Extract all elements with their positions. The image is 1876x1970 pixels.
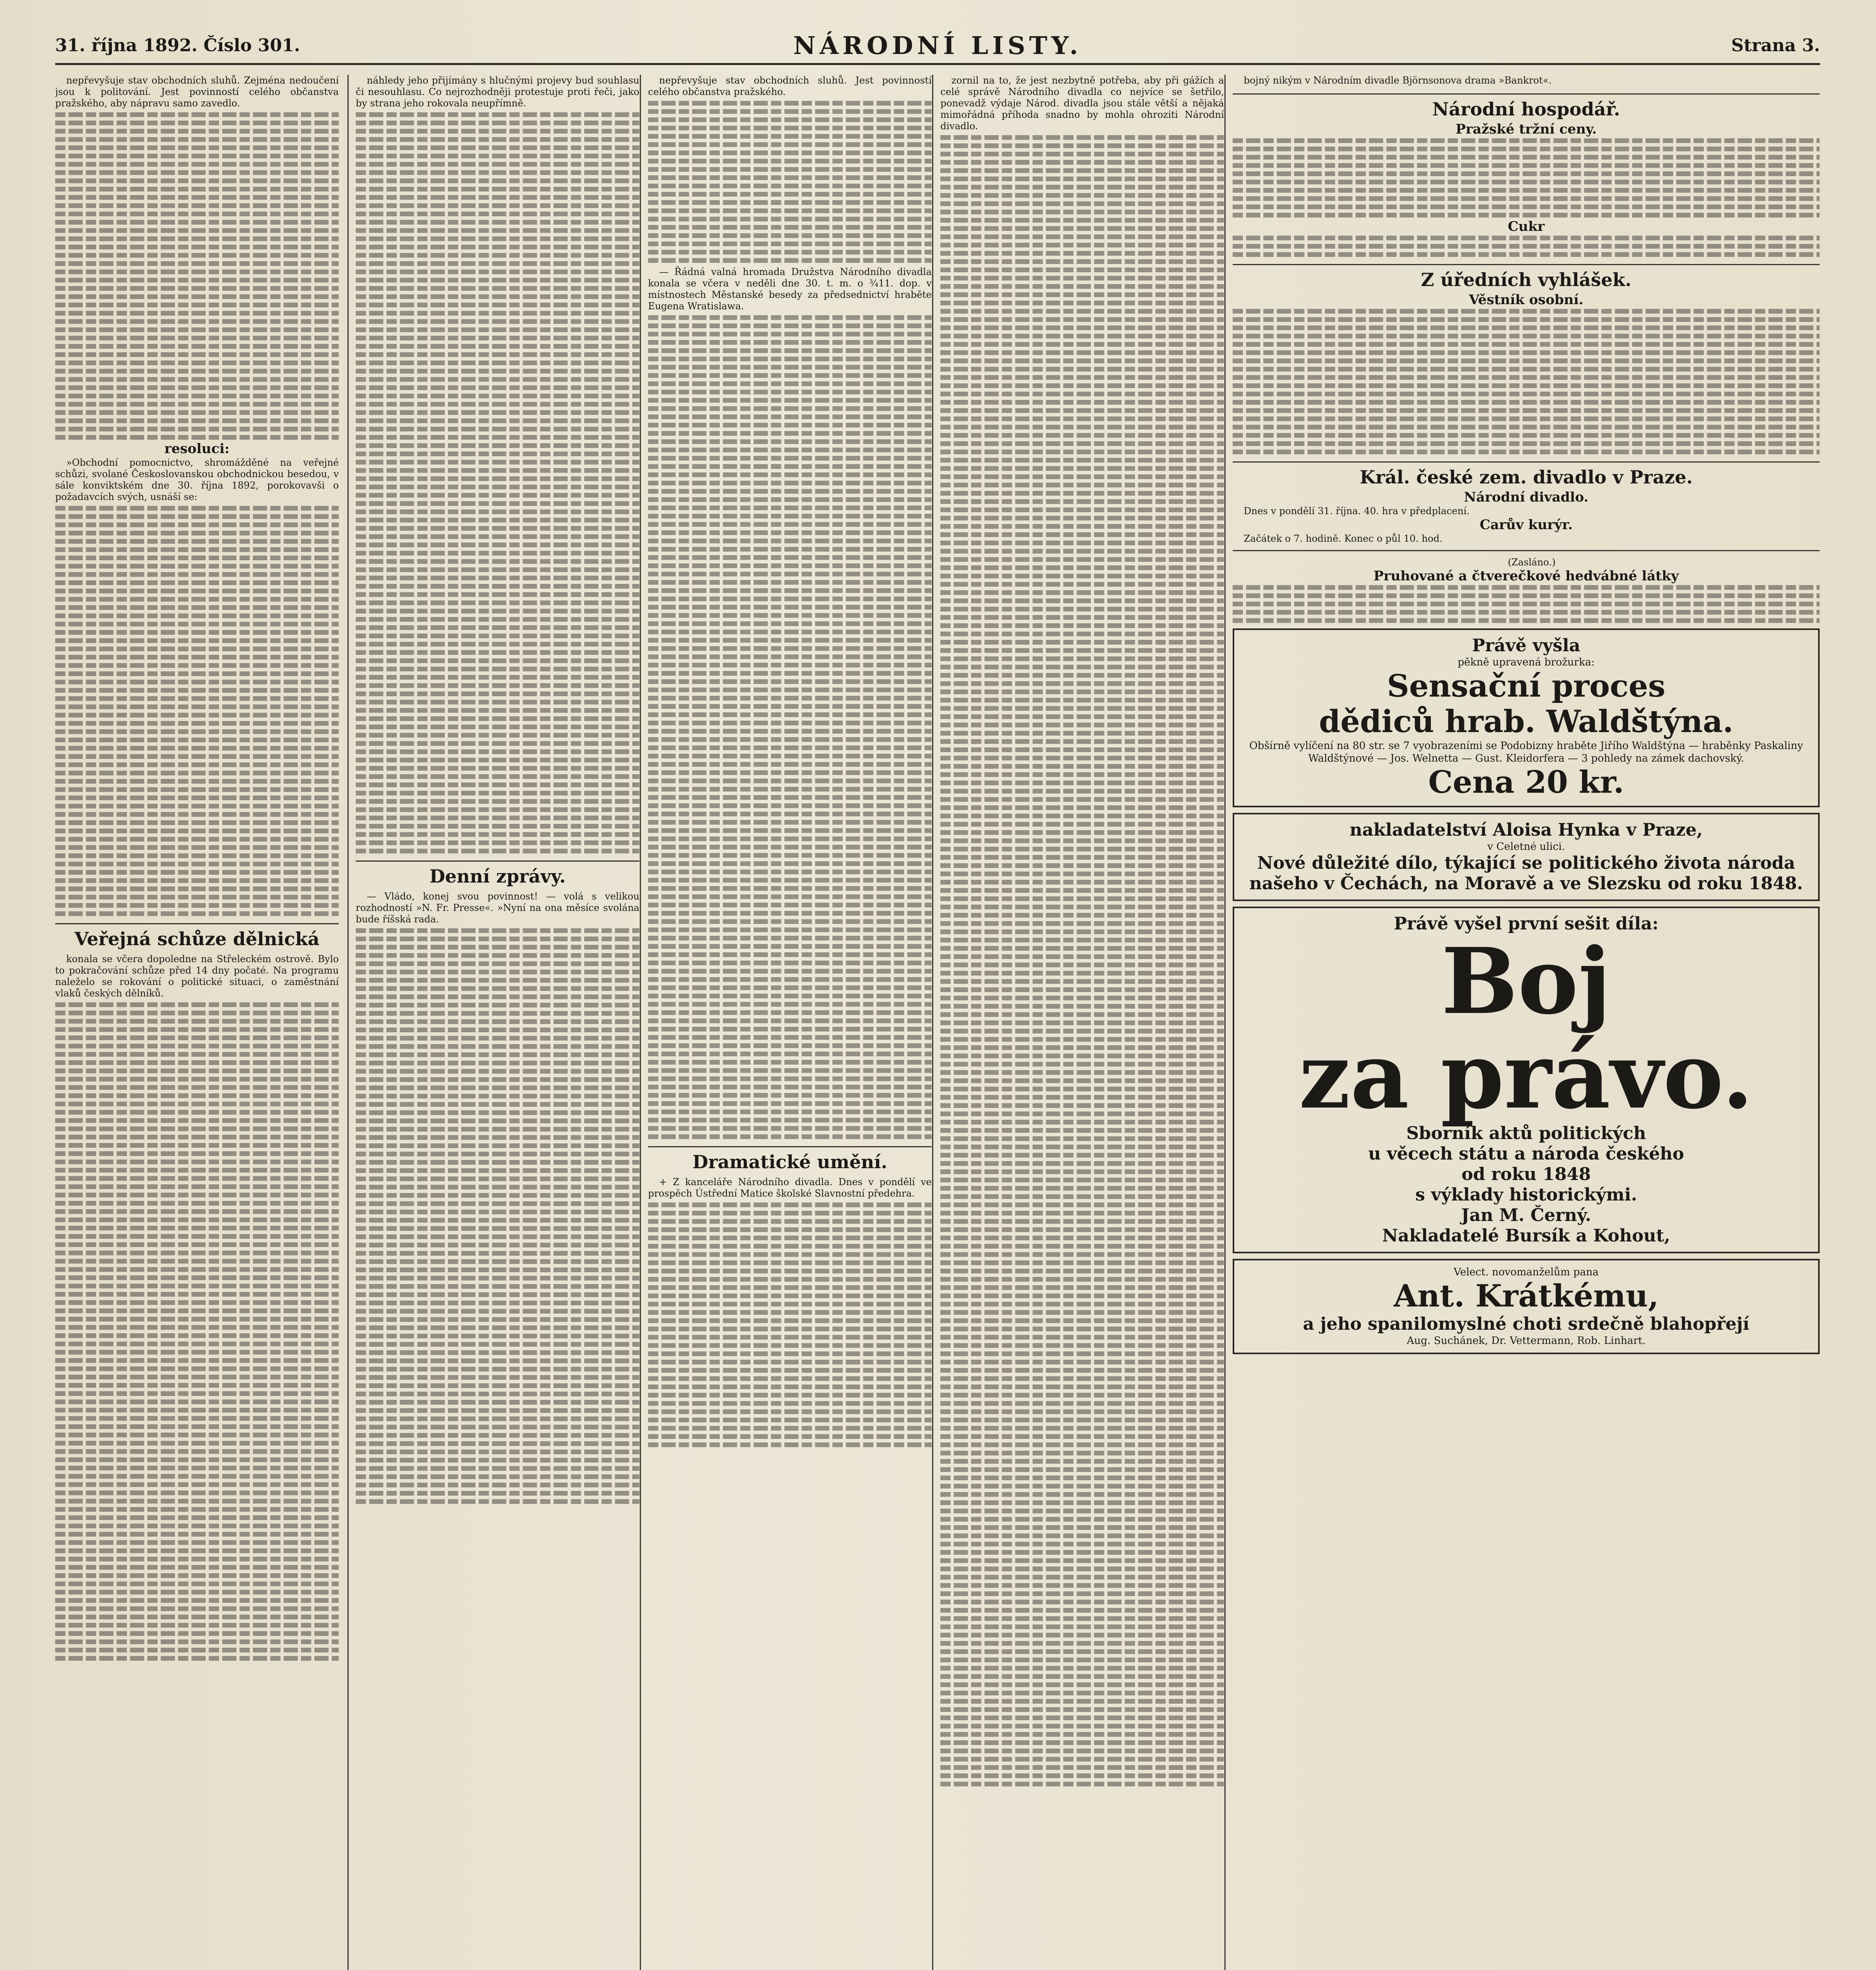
book-ad-publisher: Nakladatelé Bursík a Kohout, xyxy=(1382,1226,1670,1246)
book-ad-title-2: za právo. xyxy=(1299,1023,1753,1129)
national-theatre-meeting-text: — Řádná valná hromada Družstva Národního divadla konala se včera v neděli dne 30. t. m. o ¾11. dop. v místnostech Městanské besedy za předsednictví hraběte Eugena Wratislawa. xyxy=(648,266,932,312)
official-notices-block xyxy=(1233,309,1820,454)
theatre-title: Král. české zem. divadlo v Praze. xyxy=(1233,461,1820,488)
col3-intro: nepřevyšuje stav obchodních sluhů. Jest povinností celého občanstva pražského. xyxy=(648,75,932,97)
brochure-ad-text: Obšírně vylíčení na 80 str. se 7 vyobrazeními se Podobizny hraběte Jiřího Waldštýna — hraběnky Paskaliny Waldštýnové — Jos. Welnetta — Gust. Kleidorfera — 3 pohledy na zámek dachovský. xyxy=(1249,740,1803,764)
play-title: Carův kurýr. xyxy=(1480,517,1573,533)
brochure-ad xyxy=(1233,628,1820,807)
col4-text-block xyxy=(940,135,1224,1786)
official-notices-title: Z úředních vyhlášek. xyxy=(1233,264,1820,290)
book-ad xyxy=(1233,907,1820,1253)
ad-label: (Zasláno.) xyxy=(1508,557,1556,568)
col1-text-block-3 xyxy=(55,1002,339,1661)
sugar-block xyxy=(1233,236,1820,257)
sugar-title: Cukr xyxy=(1508,219,1545,234)
column-2 xyxy=(347,75,639,1970)
silk-ad-title: Pruhované a čtverečkové hedvábné látky xyxy=(1373,568,1679,584)
congratulation-signatures: Aug. Suchánek, Dr. Vettermann, Rob. Linhart. xyxy=(1406,1335,1646,1347)
book-ad-sub-2: u věcech státu a národa českého xyxy=(1368,1144,1684,1164)
issue-date: 31. října 1892. Číslo 301. xyxy=(55,35,300,56)
col5-top-note: bojný nikým v Národním divadle Björnsonova drama »Bankrot«. xyxy=(1244,75,1552,86)
personal-gazette-title: Věstník osobní. xyxy=(1469,292,1584,308)
publisher-ad-text: Nové důležité dílo, týkající se politického života národa našeho v Čechách, na Moravě a ve Slezsku od roku 1848. xyxy=(1249,853,1803,894)
col1-intro: nepřevyšuje stav obchodních sluhů. Zejména nedoučení jsou k politování. Jest povinností celého občanstva pražského, aby nápravu samo zavedlo. xyxy=(55,75,339,109)
col3-text-block-2 xyxy=(648,315,932,1139)
book-ad-header: Právě vyšel první sešit díla: xyxy=(1394,914,1659,934)
col4-intro: zornil na to, že jest nezbytně potřeba, aby při gážích a celé správě Národního divadla co nejvíce se šetřilo, ponevadž výdaje Národ. divadla jsou stále větší a nějaká mimořádná příhoda snadno by mohla ohroziti Národní divadlo. xyxy=(940,75,1224,132)
congratulation-ad xyxy=(1233,1259,1820,1354)
page-number: Strana 3. xyxy=(1731,35,1820,56)
brochure-ad-title: Sensační proces xyxy=(1387,668,1666,704)
congratulation-name: Ant. Krátkému, xyxy=(1393,1278,1659,1314)
book-ad-title-1: Boj xyxy=(1441,928,1611,1035)
publisher-ad-sub: v Celetné ulici. xyxy=(1487,841,1565,853)
col1-text-block-2 xyxy=(55,506,339,916)
dramatic-art-text: + Z kanceláře Národního divadla. Dnes v pondělí ve prospěch Ústřední Matice školské Slavnostní předehra. xyxy=(648,1176,932,1199)
masthead-title: NÁRODNÍ LISTY. xyxy=(793,31,1082,60)
section-title-daily-news: Denní zprávy. xyxy=(356,860,639,887)
resolution-text: »Obchodní pomocnictvo, shromážděné na veřejné schůzi, svolané Českoslovanskou obchodnickou besedou, v sále konviktském dne 30. října 1892, porokovavši o požadavcích svých, usnáší se: xyxy=(55,457,339,502)
book-ad-sub: Sborník aktů politických xyxy=(1406,1123,1646,1143)
col3-text-block xyxy=(648,101,932,263)
brochure-ad-price: Cena 20 kr. xyxy=(1428,764,1624,800)
section-title-dramatic-art: Dramatické umění. xyxy=(648,1146,932,1173)
col2-text-block xyxy=(356,112,639,853)
page-header xyxy=(55,28,1820,65)
column-3 xyxy=(640,75,932,1970)
column-1 xyxy=(55,75,339,1970)
market-prices-block xyxy=(1233,138,1820,217)
brochure-ad-sub: pěkně upravená brožurka: xyxy=(1458,656,1595,668)
congratulation-text: Velect. novomanželům pana xyxy=(1453,1266,1599,1278)
publisher-ad xyxy=(1233,813,1820,901)
theatre-subtitle: Národní divadlo. xyxy=(1464,489,1589,505)
market-subtitle: Pražské tržní ceny. xyxy=(1455,121,1597,137)
daily-news-text: — Vládo, konej svou povinnost! — volá s velikou rozhodností »N. Fr. Presse«. »Nyní na ona měsíce svolána bude říšská rada. xyxy=(356,891,639,925)
publisher-ad-title: nakladatelství Aloisa Hynka v Praze, xyxy=(1349,820,1703,840)
columns xyxy=(55,75,1820,1970)
col2-intro: náhledy jeho přijímány s hlučnými projevy bud souhlasu či nesouhlasu. Co nejrozhodněji protestuje proti řeči, jako by strana jeho rokovala neupřímně. xyxy=(356,75,639,109)
book-ad-sub-4: s výklady historickými. xyxy=(1415,1185,1637,1205)
book-ad-author: Jan M. Černý. xyxy=(1461,1205,1591,1225)
play-time: Začátek o 7. hodině. Konec o půl 10. hod. xyxy=(1244,533,1443,544)
col1-text-block xyxy=(55,112,339,440)
col2-text-block-2 xyxy=(356,928,639,1504)
resolution-label: resoluci: xyxy=(164,441,230,457)
book-ad-sub-3: od roku 1848 xyxy=(1461,1164,1591,1184)
column-5 xyxy=(1224,75,1820,1970)
divider xyxy=(1233,550,1820,551)
column-4 xyxy=(932,75,1224,1970)
market-section-title: Národní hospodář. xyxy=(1233,93,1820,120)
col3-text-block-3 xyxy=(648,1202,932,1447)
workers-meeting-text: konala se včera dopoledne na Střeleckém ostrově. Bylo to pokračování schůze před 14 dny počaté. Na programu naleželo se rokování o politické situaci, o zaměstnání vlaků českých dělníků. xyxy=(55,953,339,999)
silk-ad-text xyxy=(1233,585,1820,623)
section-title-workers-meeting: Veřejná schůze dělnická xyxy=(55,923,339,950)
congratulation-text-2: a jeho spanilomyslné choti srdečně blahopřejí xyxy=(1303,1314,1750,1334)
brochure-ad-header: Právě vyšla xyxy=(1472,636,1581,656)
brochure-ad-title-2: dědiců hrab. Waldštýna. xyxy=(1319,704,1734,740)
theatre-date-line: Dnes v pondělí 31. října. 40. hra v předplacení. xyxy=(1244,506,1470,517)
